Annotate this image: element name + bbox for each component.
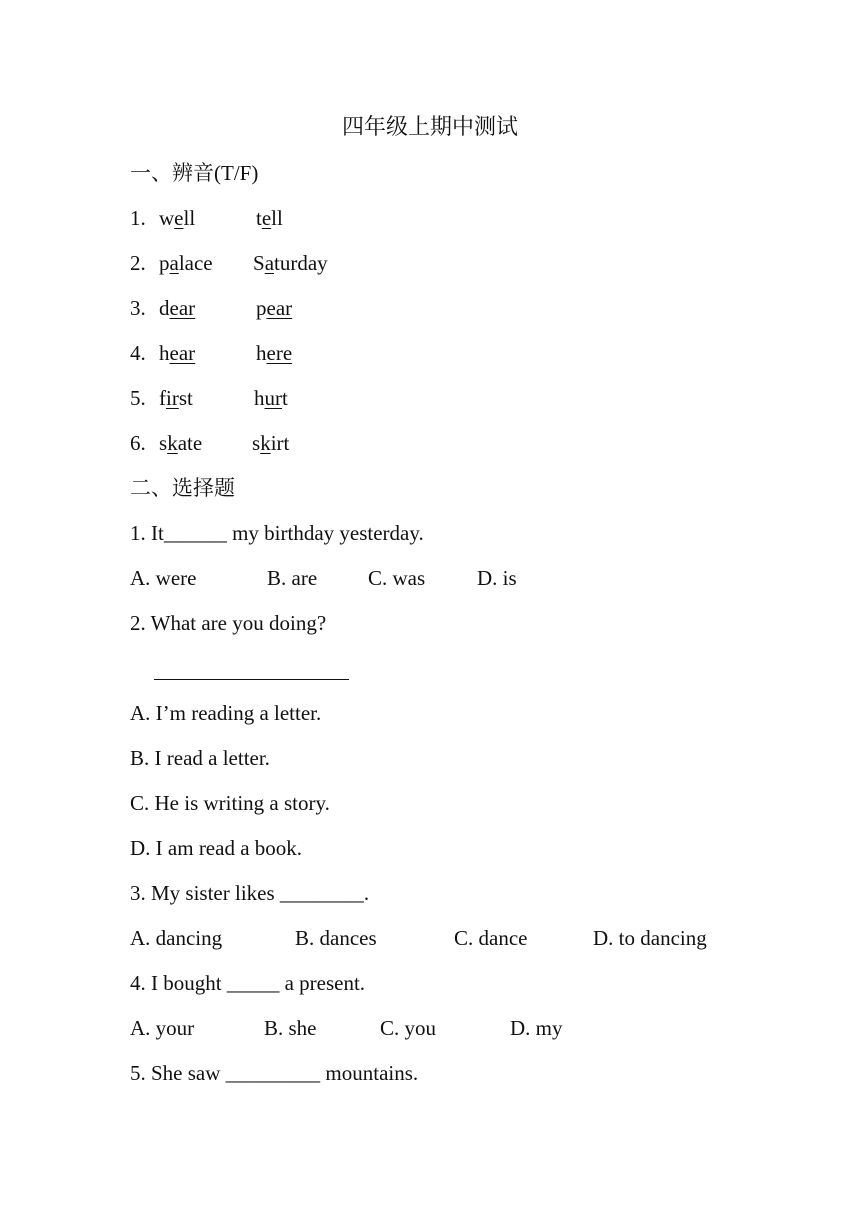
option-a: A. were: [130, 566, 197, 590]
option-d: D. to dancing: [593, 926, 707, 950]
question-stem: 2. What are you doing?: [130, 611, 327, 635]
option-b: B. are: [267, 566, 318, 590]
option-a: A. your: [130, 1016, 195, 1040]
word-left: dear: [159, 296, 196, 320]
option-c: C. He is writing a story.: [130, 791, 330, 815]
option-b: B. I read a letter.: [130, 746, 270, 770]
option-b: B. she: [264, 1016, 317, 1040]
item-number: 2.: [130, 251, 146, 275]
section-heading-phonics: 一、辨音(T/F): [130, 161, 259, 185]
question-stem: 5. She saw _________ mountains.: [130, 1061, 419, 1085]
option-a: A. I’m reading a letter.: [130, 701, 322, 725]
item-number: 1.: [130, 206, 146, 230]
question-stem: 4. I bought _____ a present.: [130, 971, 366, 995]
word-right: here: [256, 341, 293, 365]
word-left: well: [159, 206, 196, 230]
option-c: C. was: [368, 566, 426, 590]
question-stem: 1. It______ my birthday yesterday.: [130, 521, 424, 545]
item-number: 3.: [130, 296, 146, 320]
option-c: C. dance: [454, 926, 528, 950]
word-right: tell: [256, 206, 283, 230]
item-number: 6.: [130, 431, 146, 455]
option-d: D. I am read a book.: [130, 836, 303, 860]
question-stem: 3. My sister likes ________.: [130, 881, 370, 905]
word-right: pear: [256, 296, 293, 320]
word-right: skirt: [252, 431, 290, 455]
item-number: 4.: [130, 341, 146, 365]
option-d: D. is: [477, 566, 517, 590]
answer-blank-line: [154, 679, 349, 680]
option-b: B. dances: [295, 926, 377, 950]
item-number: 5.: [130, 386, 146, 410]
page-title: 四年级上期中测试: [341, 114, 518, 139]
word-right: Saturday: [253, 251, 328, 275]
word-right: hurt: [254, 386, 288, 410]
option-d: D. my: [510, 1016, 563, 1040]
option-a: A. dancing: [130, 926, 223, 950]
word-left: palace: [159, 251, 213, 275]
word-left: hear: [159, 341, 196, 365]
option-c: C. you: [380, 1016, 437, 1040]
section-heading-choice: 二、选择题: [130, 476, 235, 500]
word-left: first: [159, 386, 193, 410]
word-left: skate: [159, 431, 203, 455]
